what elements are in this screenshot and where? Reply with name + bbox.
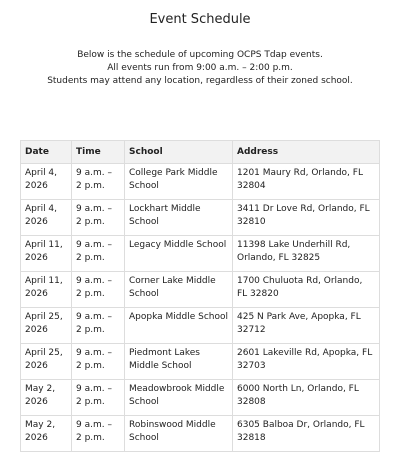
school-cell: Robinswood Middle School xyxy=(125,416,233,452)
intro-line: All events run from 9:00 a.m. – 2:00 p.m. xyxy=(107,63,293,73)
table-row xyxy=(21,416,380,452)
address-cell: 2601 Lakeville Rd, Apopka, FL 32703 xyxy=(233,344,380,380)
date-cell: May 2, 2026 xyxy=(21,416,72,452)
date-cell: May 2, 2026 xyxy=(21,380,72,416)
header-row xyxy=(21,141,380,164)
school-cell: Apopka Middle School xyxy=(125,308,233,344)
time-cell: 9 a.m. – 2 p.m. xyxy=(72,164,125,200)
table-row xyxy=(21,272,380,308)
date-cell: April 4, 2026 xyxy=(21,164,72,200)
time-cell: 9 a.m. – 2 p.m. xyxy=(72,380,125,416)
date-cell: April 4, 2026 xyxy=(21,200,72,236)
time-cell: 9 a.m. – 2 p.m. xyxy=(72,308,125,344)
school-cell: Corner Lake Middle School xyxy=(125,272,233,308)
table-row xyxy=(21,344,380,380)
date-cell: April 25, 2026 xyxy=(21,344,72,380)
table-row xyxy=(21,164,380,200)
address-cell: 6000 North Ln, Orlando, FL 32808 xyxy=(233,380,380,416)
table-row xyxy=(21,380,380,416)
column-header-date: Date xyxy=(21,141,72,164)
school-cell: Lockhart Middle School xyxy=(125,200,233,236)
column-header-address: Address xyxy=(233,141,380,164)
date-cell: April 11, 2026 xyxy=(21,236,72,272)
table-row xyxy=(21,308,380,344)
school-cell: Meadowbrook Middle School xyxy=(125,380,233,416)
address-cell: 11398 Lake Underhill Rd, Orlando, FL 32825 xyxy=(233,236,380,272)
intro-line: Below is the schedule of upcoming OCPS Tdap events. xyxy=(77,50,323,60)
school-cell: Piedmont Lakes Middle School xyxy=(125,344,233,380)
address-cell: 6305 Balboa Dr, Orlando, FL 32818 xyxy=(233,416,380,452)
column-header-school: School xyxy=(125,141,233,164)
column-header-time: Time xyxy=(72,141,125,164)
address-cell: 1201 Maury Rd, Orlando, FL 32804 xyxy=(233,164,380,200)
time-cell: 9 a.m. – 2 p.m. xyxy=(72,344,125,380)
table-header xyxy=(21,141,380,164)
time-cell: 9 a.m. – 2 p.m. xyxy=(72,272,125,308)
table-row xyxy=(21,236,380,272)
time-cell: 9 a.m. – 2 p.m. xyxy=(72,236,125,272)
address-cell: 3411 Dr Love Rd, Orlando, FL 32810 xyxy=(233,200,380,236)
table-body xyxy=(21,164,380,452)
school-cell: College Park Middle School xyxy=(125,164,233,200)
date-cell: April 25, 2026 xyxy=(21,308,72,344)
table-row xyxy=(21,200,380,236)
intro-line: Students may attend any location, regardless of their zoned school. xyxy=(47,76,353,86)
intro-text xyxy=(0,49,400,88)
page-title: Event Schedule xyxy=(149,12,251,27)
schedule-table xyxy=(20,140,380,452)
address-cell: 425 N Park Ave, Apopka, FL 32712 xyxy=(233,308,380,344)
school-cell: Legacy Middle School xyxy=(125,236,233,272)
time-cell: 9 a.m. – 2 p.m. xyxy=(72,200,125,236)
date-cell: April 11, 2026 xyxy=(21,272,72,308)
address-cell: 1700 Chuluota Rd, Orlando, FL 32820 xyxy=(233,272,380,308)
time-cell: 9 a.m. – 2 p.m. xyxy=(72,416,125,452)
